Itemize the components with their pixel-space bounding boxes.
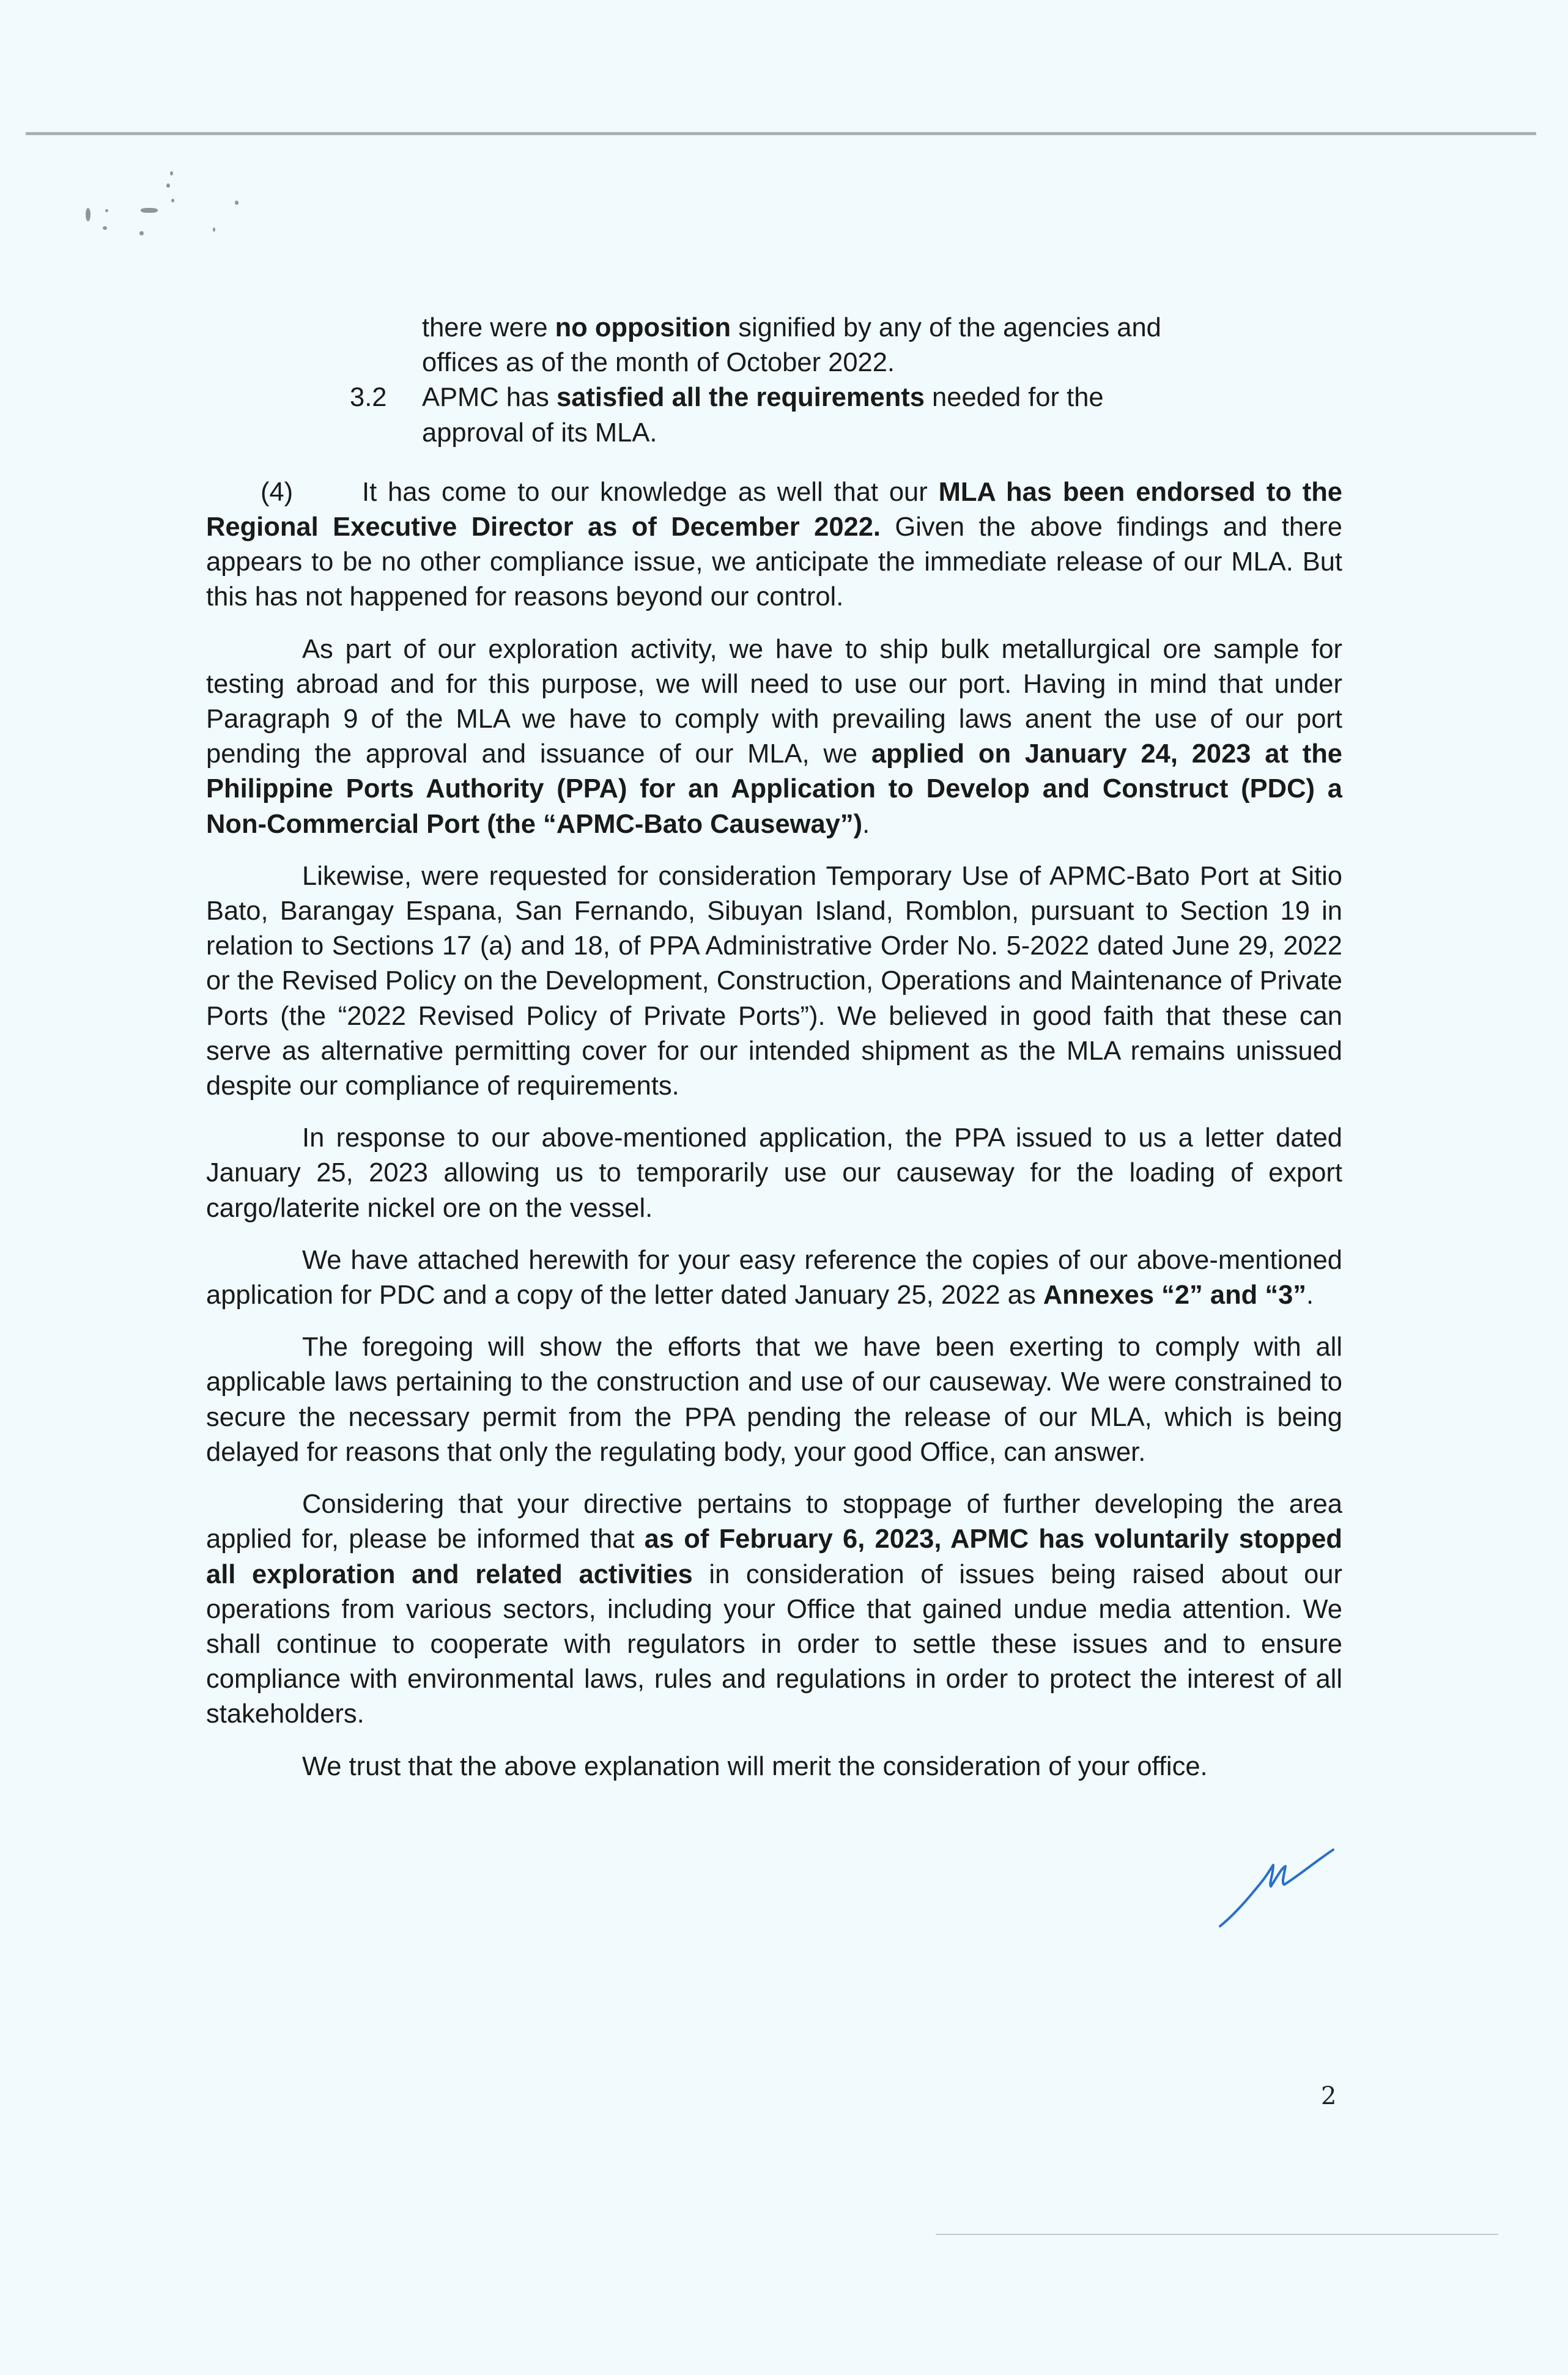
text: in consideration of issues being raised about our operations from various sectors, including your Office that gained undue media attention. We shall continue to cooperate with regulators in order to settle these issues and to ensure compliance with environmental laws, rules and regulations in order to protect the interest of all stakeholders. [206,1559,1342,1729]
text: . [1306,1280,1314,1310]
list-item-text [422,311,1177,380]
text: needed for the approval of its MLA. [422,383,1104,448]
signature-initials [1217,1828,1339,1932]
paragraph-number: (4) [261,477,294,507]
emphasis-text: as of February 6, 2023, APMC has voluntarily stopped all exploration and related activities [206,1524,1342,1589]
list-item-3-2 [206,380,1342,450]
emphasis-text: satisfied all the requirements [557,383,925,413]
text: We have attached herewith for your easy reference the copies of our above-mentioned application for PDC and a copy of the letter dated January 25, 2022 as [206,1245,1342,1310]
text: It has come to our knowledge as well that our [362,477,939,507]
paragraph-considering [206,1487,1342,1732]
text: . [862,809,870,839]
bottom-rule-line [936,2234,1498,2235]
numbered-list [206,311,1342,451]
list-item-continuation [206,311,1342,380]
emphasis-text: no opposition [555,313,731,342]
paragraph-attached [206,1243,1342,1313]
letter-body [206,311,1342,1784]
emphasis-text: MLA has been endorsed to the Regional Executive Director as of December 2022. [206,477,1342,542]
text: there were [422,313,555,342]
emphasis-text: Annexes “2” and “3” [1043,1280,1307,1310]
emphasis-text: applied on January 24, 2023 at the Philippine Ports Authority (PPA) for an Application to Develop and Construct (PDC) a Non-Commercial Port (the “APMC-Bato Causeway”) [206,739,1342,839]
scan-specks [73,171,294,238]
text: Given the above findings and there appears to be no other compliance issue, we anticipate the immediate release of our MLA. But this has not happened for reasons beyond our control. [206,512,1342,612]
list-item-text [422,380,1177,450]
paragraph-exploration [206,632,1342,842]
paragraph-foregoing: The foregoing will show the efforts that we have been exerting to comply with all applicable laws pertaining to the construction and use of our causeway. We were constrained to secure the necessary permit from the PPA pending the release of our MLA, which is being delayed for reasons that only the regulating body, your good Office, can answer. [206,1332,1342,1467]
paragraph-closing: We trust that the above explanation will merit the consideration of your office. [302,1751,1208,1781]
paragraph-likewise: Likewise, were requested for consideration Temporary Use of APMC-Bato Port at Sitio Bato, Barangay Espana, San Fernando, Sibuyan Island, Romblon, pursuant to Section 19 in relation to Sections 17 (a) and 18, of PPA Administrative Order No. 5-2022 dated June 29, 2022 or the Revised Policy on the Development, Construction, Operations and Maintenance of Private Ports (the “2022 Revised Policy of Private Ports”). We believed in good faith that these can serve as alternative permitting cover for our intended shipment as the MLA remains unissued despite our compliance of requirements. [206,861,1342,1101]
paragraph-4 [206,475,1342,615]
text: As part of our exploration activity, we have to ship bulk metallurgical ore sample for testing abroad and for this purpose, we will need to use our port. Having in mind that under Paragraph 9 of the MLA we have to comply with prevailing laws anent the use of our port pending the approval and issuance of our MLA, we [206,634,1342,769]
page-number: 2 [1321,2082,1337,2110]
text: signified by any of the agencies and offices as of the month of October 2022. [422,313,1161,378]
text: APMC has [422,383,557,413]
text: Considering that your directive pertains to stoppage of further developing the area applied for, please be informed that [206,1490,1342,1554]
list-item-number: 3.2 [350,383,387,413]
top-rule-line [26,132,1536,135]
paragraph-response: In response to our above-mentioned application, the PPA issued to us a letter dated January 25, 2023 allowing us to temporarily use our causeway for the loading of export cargo/laterite nickel ore on the vessel. [206,1123,1342,1223]
